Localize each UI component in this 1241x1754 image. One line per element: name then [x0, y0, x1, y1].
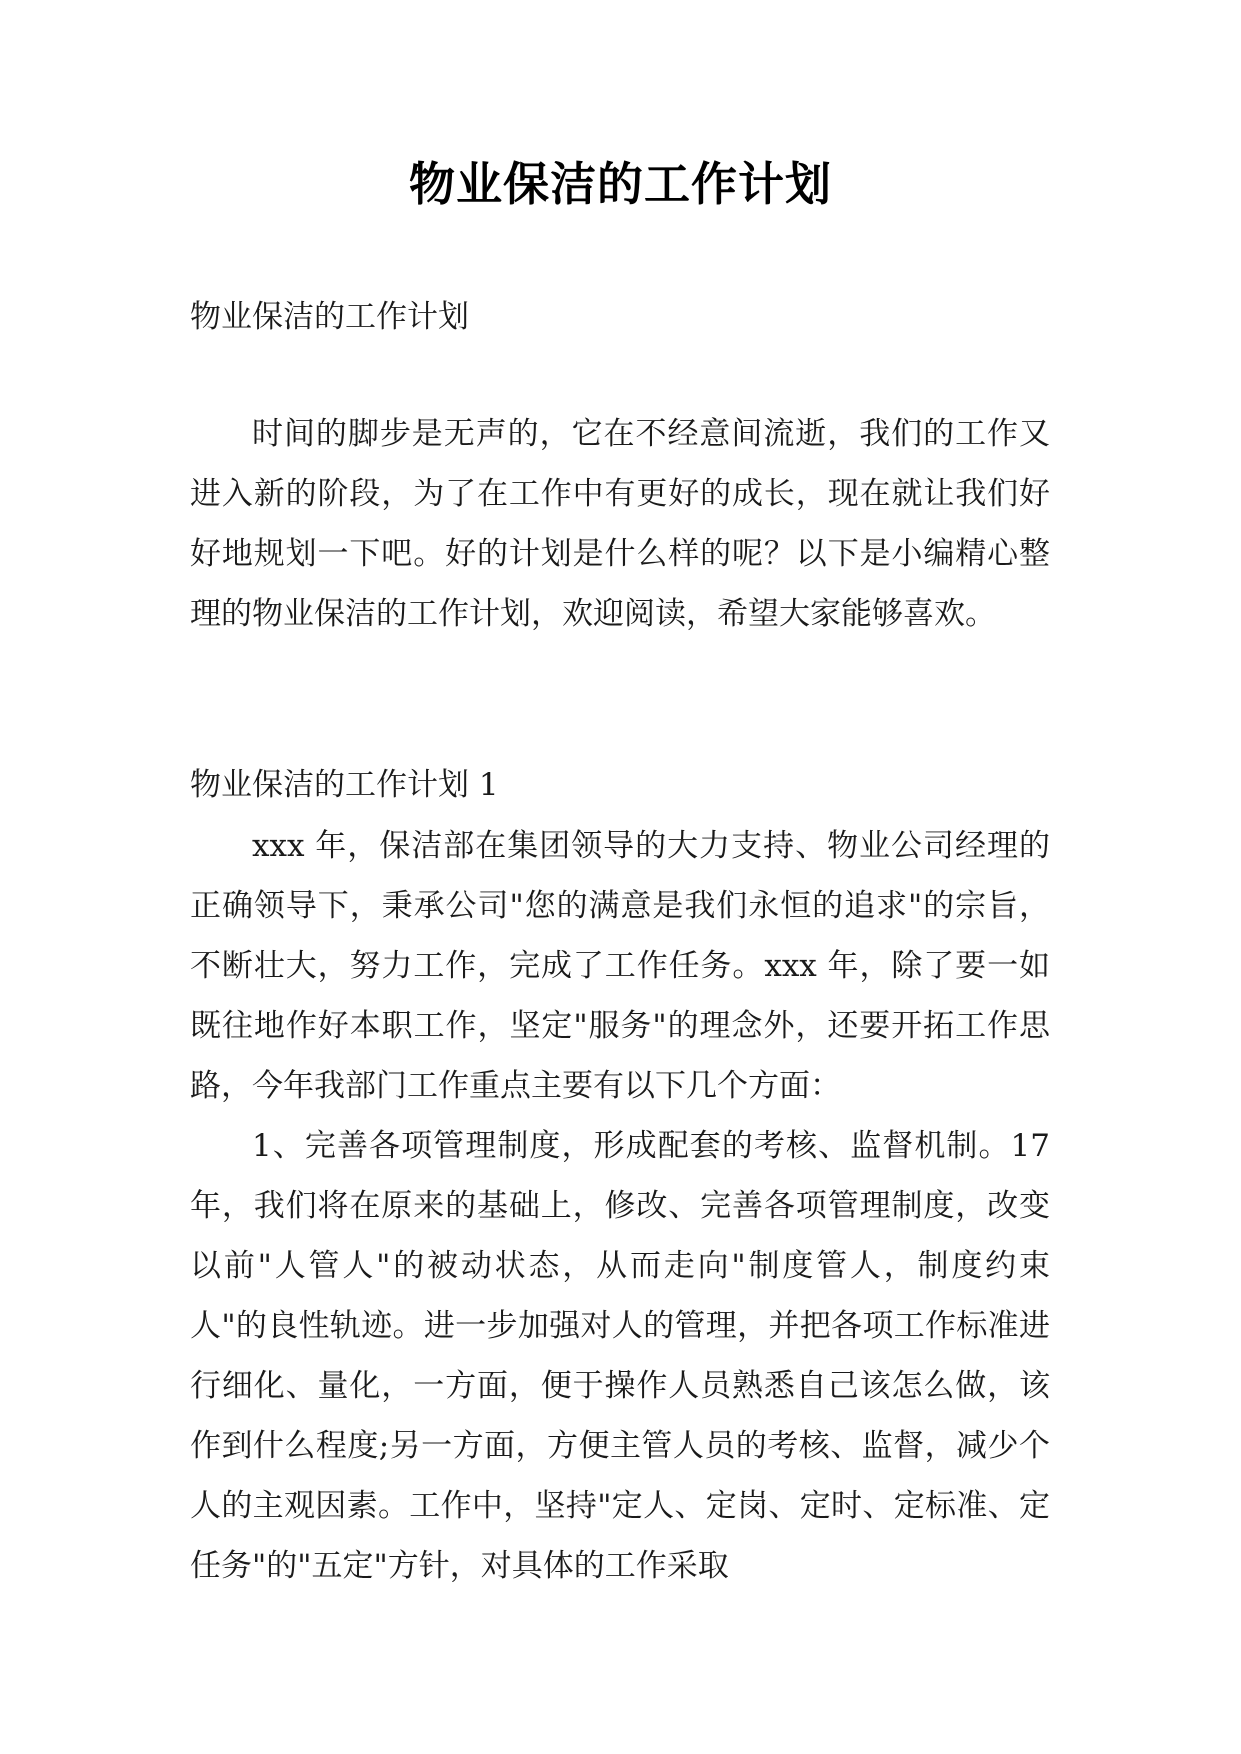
intro-paragraph: 时间的脚步是无声的，它在不经意间流逝，我们的工作又进入新的阶段，为了在工作中有更好的成长，现在就让我们好好地规划一下吧。好的计划是什么样的呢？以下是小编精心整理的物业保洁的工作计划，欢迎阅读，希望大家能够喜欢。: [190, 416, 1050, 632]
section-heading: 物业保洁的工作计划 1: [190, 767, 499, 803]
body-paragraph: xxx 年，保洁部在集团领导的大力支持、物业公司经理的正确领导下，秉承公司"您的满意是我们永恒的追求"的宗旨，不断壮大，努力工作，完成了工作任务。xxx 年，除了要一如既往地作好本职工作，坚定"服务"的理念外，还要开拓工作思路，今年我部门工作重点主要有以下几个方面：: [190, 828, 1050, 1104]
document-subtitle: 物业保洁的工作计划: [190, 299, 469, 335]
document-title: 物业保洁的工作计划: [409, 157, 832, 211]
body-paragraph: 1、完善各项管理制度，形成配套的考核、监督机制。17 年，我们将在原来的基础上，修改、完善各项管理制度，改变以前"人管人"的被动状态，从而走向"制度管人，制度约束人"的良性轨迹。进一步加强对人的管理，并把各项工作标准进行细化、量化，一方面，便于操作人员熟悉自己该怎么做，该作到什么程度;另一方面，方便主管人员的考核、监督，减少个人的主观因素。工作中，坚持"定人、定岗、定时、定标准、定任务"的"五定"方针，对具体的工作采取: [190, 1128, 1050, 1584]
